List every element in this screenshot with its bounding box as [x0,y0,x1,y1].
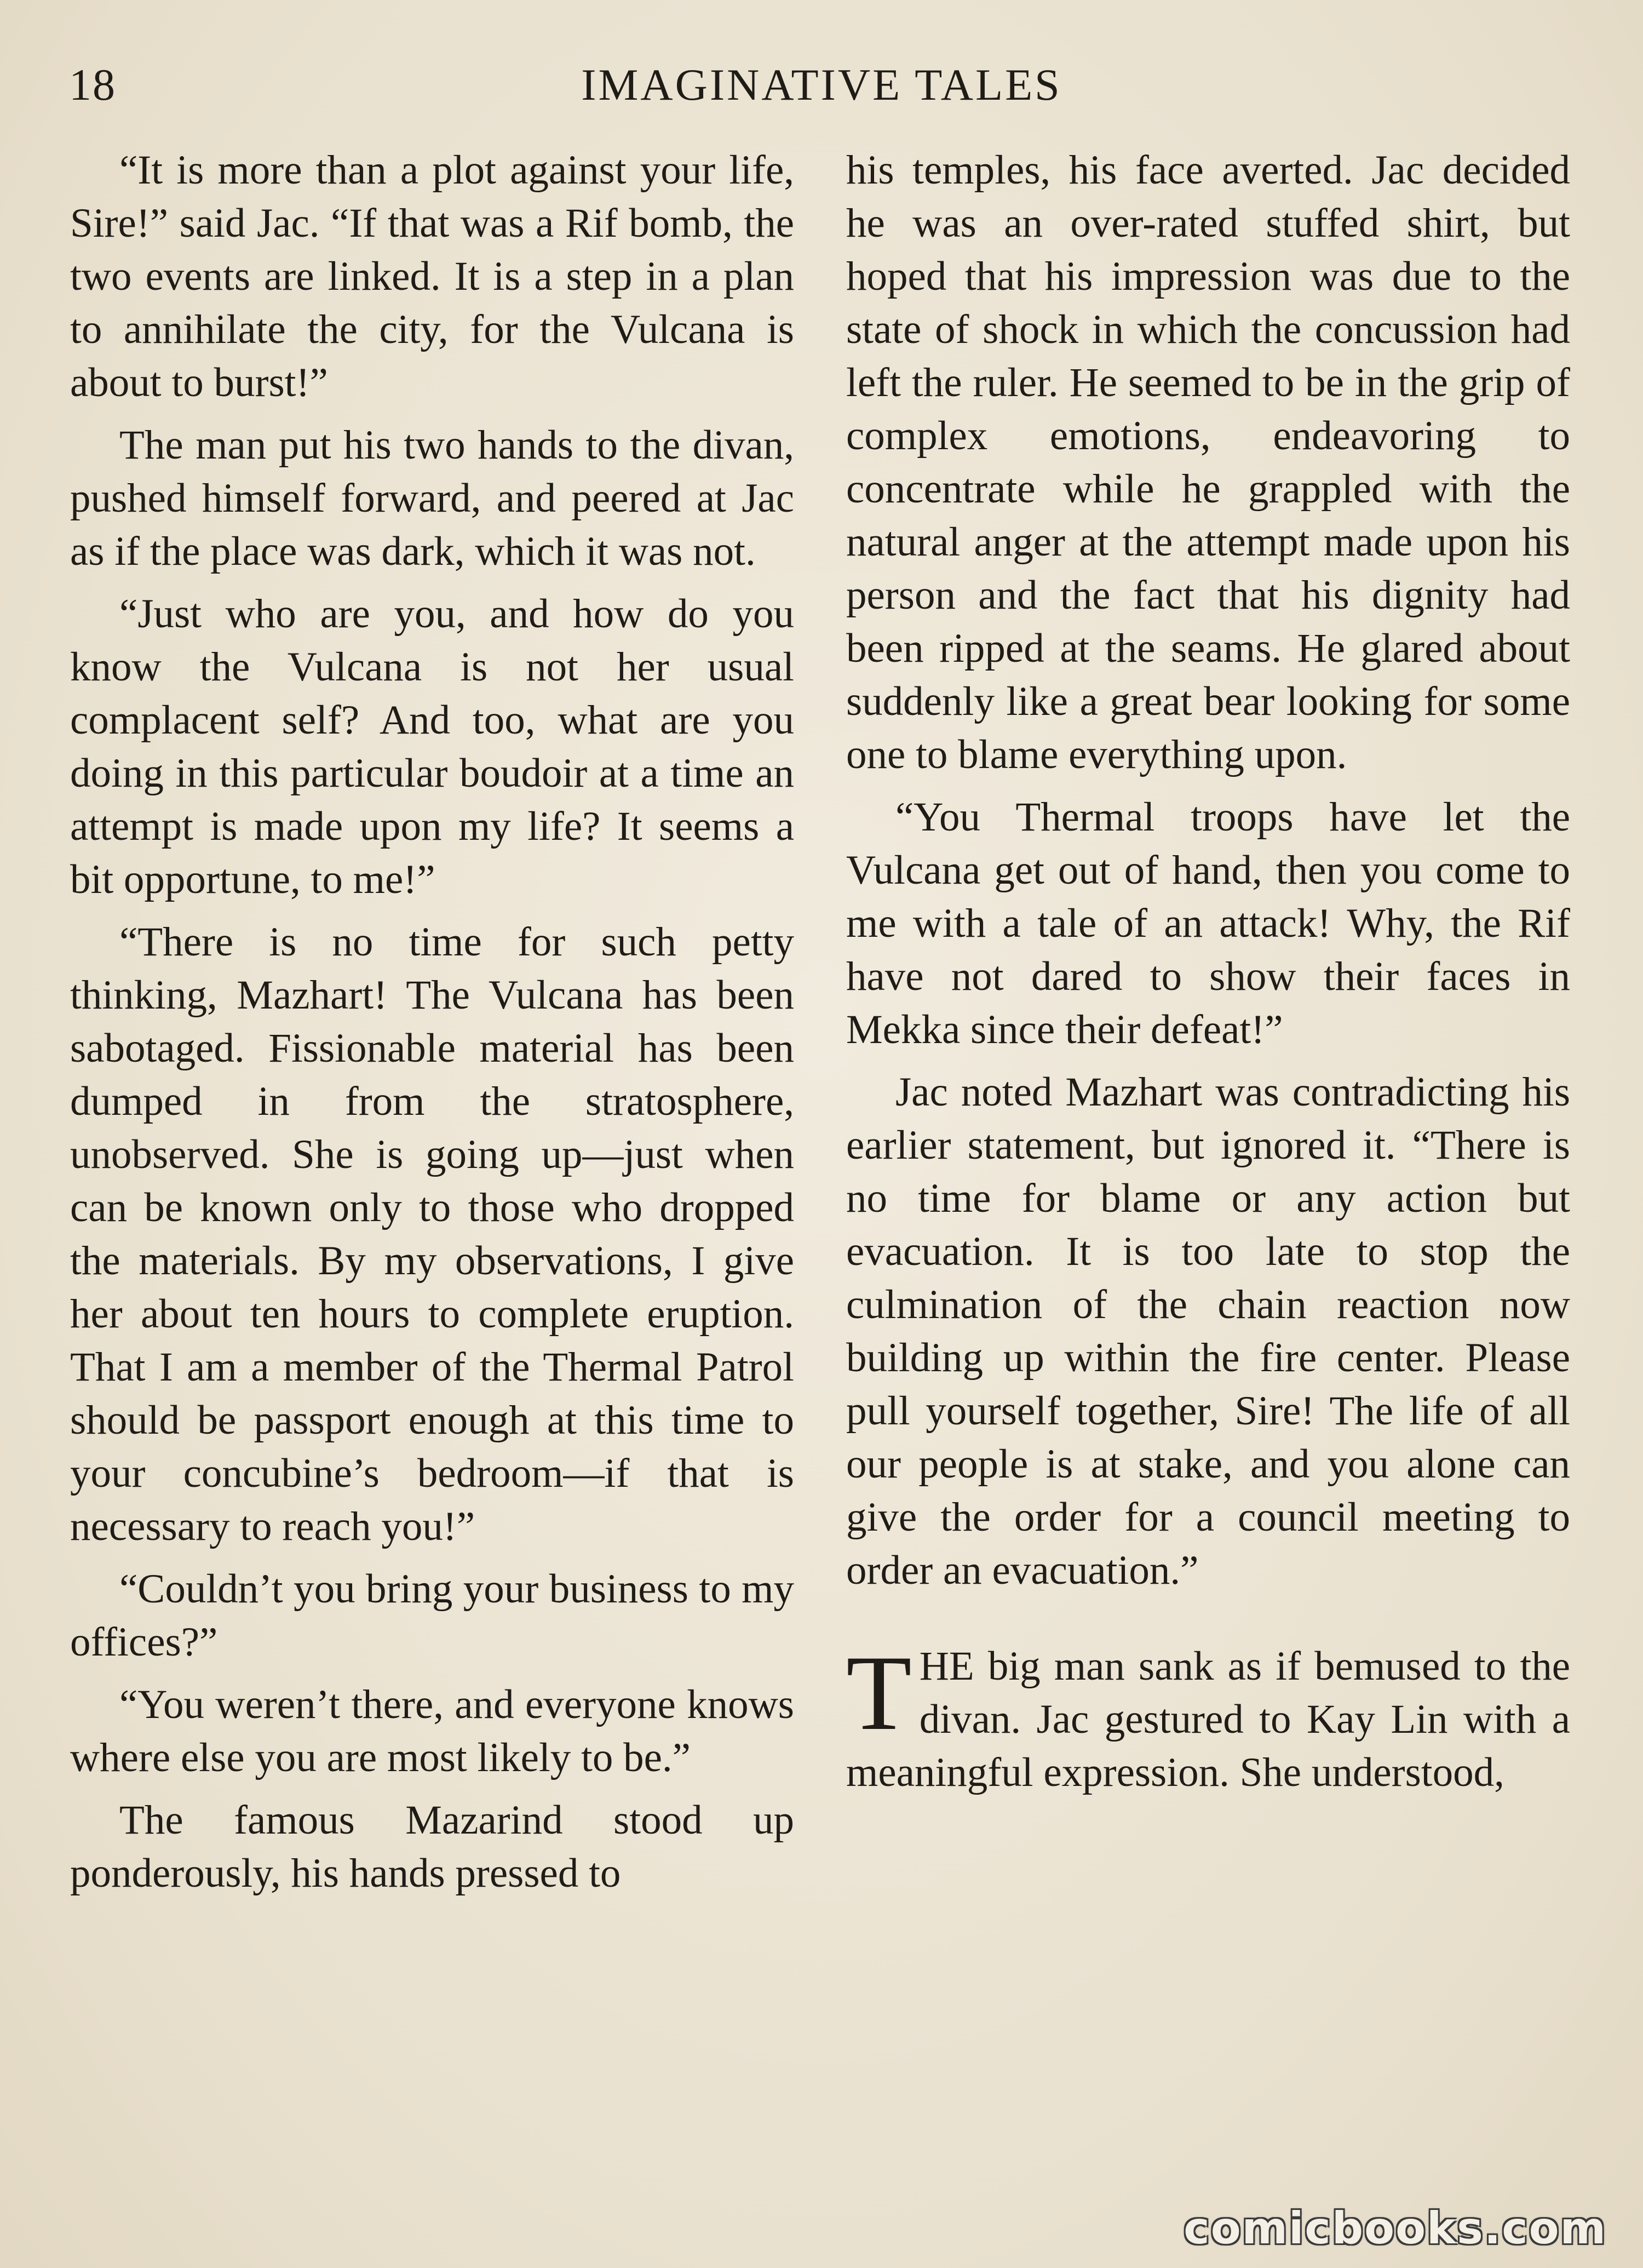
paragraph: “Couldn’t you bring your business to my offices?” [70,1566,794,1665]
paragraph: “You Thermal troops have let the Vulcana get out of hand, then you come to me with a tale of an attack! Why, the Rif have not dared to show their faces in Mekka since their defeat!” [846,794,1570,1052]
drop-cap: T [846,1634,912,1752]
paragraph: “There is no time for such petty thinking, Mazhart! The Vulcana has been sabotaged. Fissionable material has been dumped in from the stratosphere, unobserved. She is going up—just when can be known only to those who dropped the materials. By my observations, I give her about ten hours to complete eruption. That I am a member of the Thermal Patrol should be passport enough at this time to your concubine’s bedroom—if that is necessary to reach you!” [70,919,794,1549]
right-column [846,144,1570,2192]
left-column [70,144,794,2192]
paragraph: The man put his two hands to the divan, pushed himself forward, and peered at Jac as if the place was dark, which it was not. [70,422,794,574]
paragraph: “You weren’t there, and everyone knows where else you are most likely to be.” [70,1682,794,1780]
watermark: comicbooks.com [1184,2203,1607,2254]
paragraph-continuation: his temples, his face averted. Jac decided he was an over-rated stuffed shirt, but hoped that his impression was due to the state of shock in which the concussion had left the ruler. He seemed to be in the grip of complex emotions, endeavoring to concentrate while he grappled with the natural anger at the attempt made upon his person and the fact that his dignity had been ripped at the seams. He glared about suddenly like a great bear looking for some one to blame everything upon. [846,147,1570,777]
section-start-paragraph [846,1634,1570,1799]
page-header [69,55,1574,115]
paragraph: “It is more than a plot against your life, Sire!” said Jac. “If that was a Rif bomb, the two events are linked. It is a step in a plan to annihilate the city, for the Vulcana is about to burst!” [70,147,794,405]
running-title: IMAGINATIVE TALES [581,60,1062,110]
section-text: HE big man sank as if bemused to the divan. Jac gestured to Kay Lin with a meaningful expression. She understood, [846,1643,1570,1795]
paragraph: The famous Mazarind stood up ponderously, his hands pressed to [70,1797,794,1896]
page-number: 18 [69,60,116,110]
paragraph: “Just who are you, and how do you know the Vulcana is not her usual complacent self? And too, what are you doing in this particular boudoir at a time an attempt is made upon my life? It seems a bit opportune, to me!” [70,591,794,902]
paragraph: Jac noted Mazhart was contradicting his earlier statement, but ignored it. “There is no time for blame or any action but evacuation. It is too late to stop the culmination of the chain reaction now building up within the fire center. Please pull yourself together, Sire! The life of all our people is at stake, and you alone can give the order for a council meeting to order an evacuation.” [846,1069,1570,1593]
